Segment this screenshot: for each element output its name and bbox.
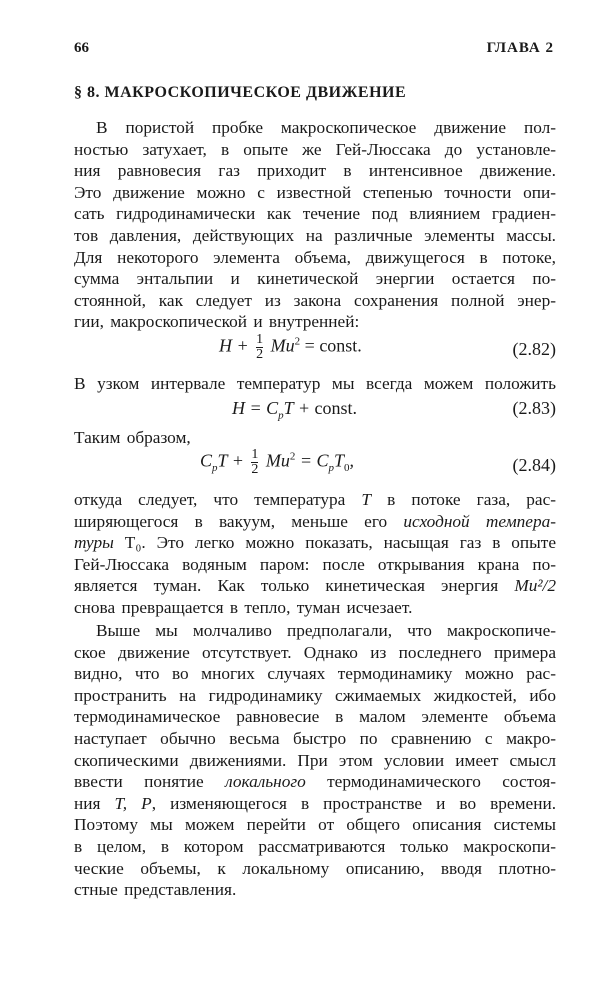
text-line: [74, 750, 556, 772]
text-line: [74, 620, 556, 642]
text-segment: стные представления.: [74, 880, 237, 900]
subscript: p: [278, 409, 284, 422]
text-line: [74, 663, 556, 685]
text-line: [74, 793, 556, 815]
chapter-header: ГЛАВА 2: [486, 40, 554, 56]
eq-term: T +: [283, 398, 315, 418]
paragraph-1: [74, 117, 556, 333]
text-segment: гии, макроскопической и внутренней:: [74, 312, 360, 332]
italic-text: локального: [225, 772, 306, 792]
eq-term: Mu: [266, 335, 295, 356]
text-segment: сать гидродинамически как течение под влиянием градиен-: [74, 204, 556, 224]
fraction: [256, 333, 263, 362]
text-line: [74, 427, 556, 449]
denominator: 2: [256, 347, 264, 362]
text-segment: ское движение отсутствует. Однако из последнего примера: [74, 642, 556, 662]
text-line: [74, 203, 556, 225]
text-segment: ния равновесия газ приходит в интенсивное движение.: [74, 161, 556, 181]
text-segment: стоянной, как следует из закона сохранения полной энер-: [74, 290, 556, 310]
text-line: [74, 139, 556, 161]
const: const.: [319, 335, 362, 356]
text-line: [74, 117, 556, 139]
text-line: [74, 247, 556, 269]
text-line: [74, 532, 556, 554]
text-segment: Поэтому мы можем перейти от общего описания системы: [74, 815, 556, 835]
exponent: 2: [289, 450, 296, 463]
exponent: 2: [294, 335, 301, 348]
text-segment: , изменяющегося в пространстве и во времени.: [151, 793, 557, 813]
italic-text: туры: [74, 533, 114, 553]
subscript: 0: [344, 462, 350, 475]
text-segment: наступает обычно весьма быстро по сравнению с макро-: [74, 728, 556, 748]
text-line: [74, 771, 556, 793]
text-line: [74, 685, 556, 707]
text-line: [74, 814, 556, 836]
subscript: p: [328, 462, 335, 475]
text-line: [74, 597, 556, 619]
text-line: [74, 225, 556, 247]
text-segment: пространить на гидродинамику сжимаемых жидкостей, ибо: [74, 685, 556, 705]
italic-text: Mu²/2: [514, 576, 556, 596]
text-line: [74, 642, 556, 664]
equals: =: [300, 335, 320, 356]
text-line: Таким образом,: [74, 428, 191, 447]
text-line: [74, 879, 556, 901]
eq-term: Mu: [261, 450, 290, 471]
paragraph-2: [74, 489, 556, 619]
text-segment: Для некоторого элемента объема, движущегося в потоке,: [74, 247, 556, 267]
text-segment: T₀. Это легко можно показать, насыщая газ в опыте: [113, 533, 556, 553]
text-line: [74, 511, 556, 533]
equation-number: (2.83): [512, 398, 556, 418]
italic-text: T, P: [114, 793, 152, 813]
text-segment: термодинамического состоя-: [305, 772, 556, 792]
subscript: p: [212, 462, 218, 475]
text-segment: тов давления, действующих на различные элементы массы.: [74, 225, 556, 245]
numerator: 1: [256, 332, 264, 347]
text-segment: Это движение можно с известной степенью точности опи-: [74, 182, 556, 202]
text-line: [74, 182, 556, 204]
text-segment: ностью затухает, в опыте же Гей-Люссака до установле-: [74, 139, 556, 159]
text-line: [74, 489, 556, 511]
text-segment: скопическими движениями. При этом условии имеет смысл: [74, 750, 556, 770]
text-segment: ческие объемы, к локальному описанию, вводя плотно-: [74, 858, 556, 878]
equation-number: (2.82): [512, 339, 556, 359]
text-segment: ния: [74, 793, 115, 813]
denominator: 2: [251, 462, 259, 477]
text-line: [74, 311, 556, 333]
fraction: [251, 448, 258, 477]
eq-term: T: [334, 450, 345, 471]
text-segment: в целом, в котором рассматриваются только макроскопи-: [74, 836, 556, 856]
text-segment: является туман. Как только кинетическая энергия: [74, 576, 515, 596]
text-segment: Гей-Люссака водяным паром: после открывания крана по-: [74, 554, 556, 574]
equation-2-84: [74, 448, 556, 480]
equation-2-83: [74, 398, 556, 422]
eq-term: C: [200, 450, 213, 471]
italic-text: исходной темпера-: [403, 511, 556, 531]
equation-2-82: [74, 333, 556, 363]
paragraph-3: [74, 620, 556, 901]
eq-lhs: H = C: [232, 398, 279, 418]
text-segment: снова превращается в тепло, туман исчезает.: [74, 597, 413, 617]
text-line: [74, 554, 556, 576]
page-number: 66: [74, 40, 89, 56]
section-title: § 8. МАКРОСКОПИЧЕСКОЕ ДВИЖЕНИЕ: [74, 84, 407, 101]
text-line: [74, 160, 556, 182]
comma: ,: [349, 450, 355, 471]
text-line: [74, 836, 556, 858]
const: const.: [314, 398, 357, 418]
equation-number: (2.84): [512, 455, 556, 475]
eq-term: T +: [217, 450, 249, 471]
text-segment: ширяющегося в вакуум, меньше его: [74, 511, 404, 531]
text-segment: термодинамическое равновесие в малом элементе объема: [74, 707, 556, 727]
text-line: [74, 858, 556, 880]
eq-lhs: H +: [219, 335, 254, 356]
text-segment: сумма энтальпии и кинетической энергии остается по-: [74, 269, 556, 289]
text-segment: ввести понятие: [74, 772, 226, 792]
text-segment: Выше мы молчаливо предполагали, что макроскопиче-: [96, 621, 556, 640]
text-segment: откуда следует, что температура: [74, 490, 362, 509]
text-segment: в потоке газа, рас-: [371, 490, 557, 509]
numerator: 1: [251, 447, 259, 462]
text-line: В узком интервале температур мы всегда можем положить: [74, 374, 556, 393]
text-segment: видно, что во многих случаях термодинамику можно рас-: [74, 664, 556, 684]
italic-text: T: [361, 490, 372, 509]
text-line: [74, 373, 556, 395]
text-segment: В пористой пробке макроскопическое движение пол-: [96, 118, 556, 137]
text-line: [74, 728, 556, 750]
text-line: [74, 706, 556, 728]
eq-term: = C: [295, 450, 329, 471]
text-line: [74, 268, 556, 290]
text-line: [74, 290, 556, 312]
text-line: [74, 575, 556, 597]
